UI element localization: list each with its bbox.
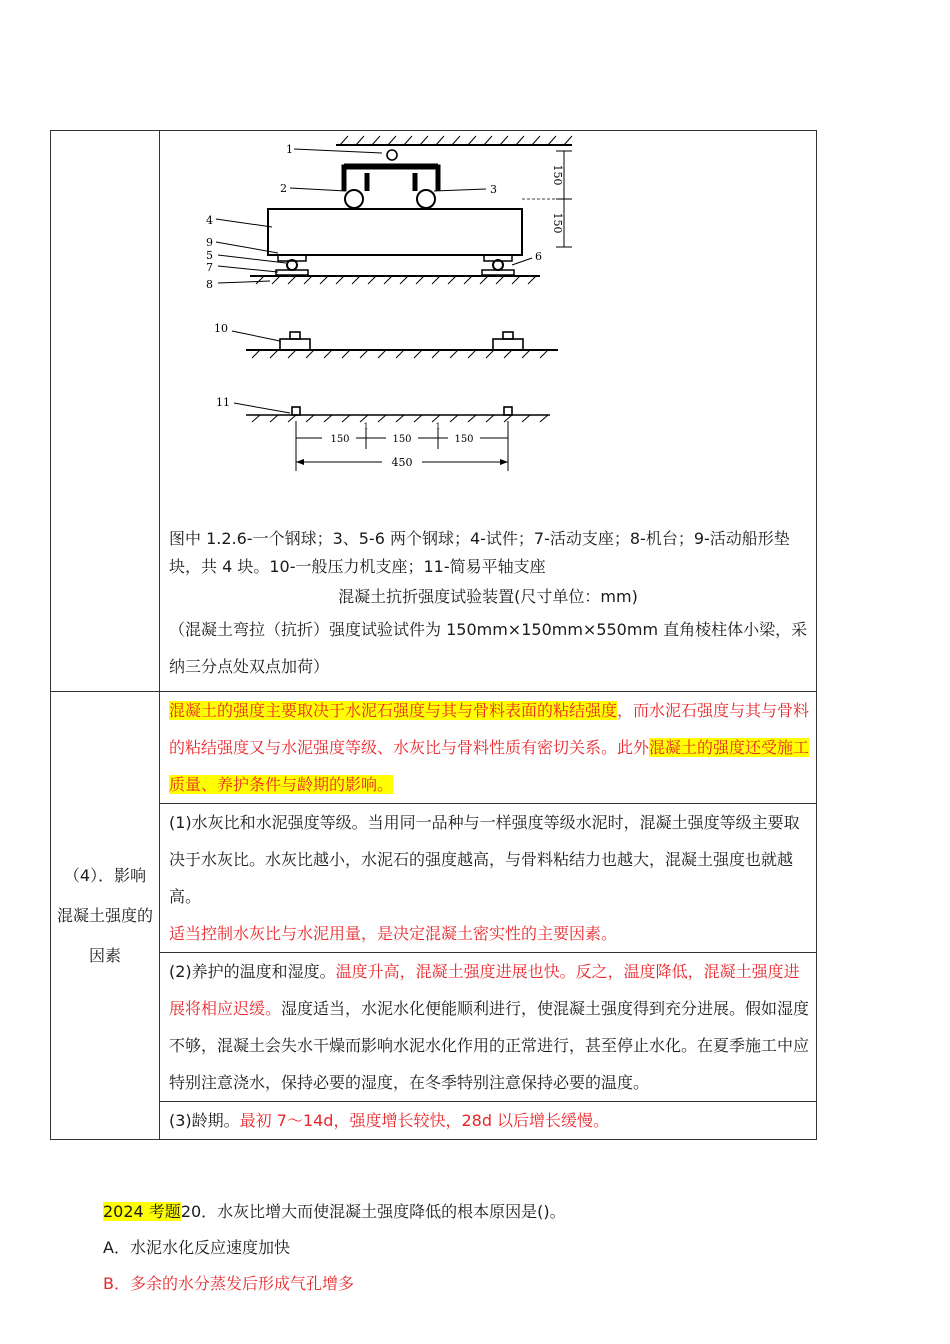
label-2: 2 xyxy=(280,182,287,195)
item-1-red: 适当控制水灰比与水泥用量，是决定混凝土密实性的主要因素。 xyxy=(169,924,618,943)
question-stem xyxy=(103,1199,566,1225)
content-table xyxy=(50,130,817,1140)
figure-cell xyxy=(160,131,817,692)
label-3: 3 xyxy=(490,183,497,196)
option-a: A．水泥水化反应速度加快 xyxy=(103,1238,290,1257)
flexural-test-diagram xyxy=(160,131,816,515)
dim-top-150: 150 xyxy=(551,164,564,186)
item-2-text: 湿度适当，水泥水化便能顺利进行，使混凝土强度得到充分进展。假如湿度不够，混凝土会失水干燥而影响水泥水化作用的正常进行，甚至停止水化。在夏季施工中应特别注意浇水，保持必要的湿度，在冬季特别注意保持必要的温度。 xyxy=(169,999,810,1092)
flexural-test-figure xyxy=(160,131,816,515)
item-1 xyxy=(160,803,816,952)
strength-factors-row xyxy=(51,692,817,1140)
item-3 xyxy=(160,1101,816,1139)
figure-note: （混凝土弯拉（抗折）强度试验试件为 150mm×150mm×550mm 直角棱柱体小梁，采纳三分点处双点加荷） xyxy=(169,620,808,676)
figure-title: 混凝土抗折强度试验装置(尺寸单位：mm) xyxy=(338,587,638,606)
item-3-red: 最初 7～14d，强度增长较快，28d 以后增长缓慢。 xyxy=(239,1111,610,1130)
intro-paragraph xyxy=(160,692,816,803)
item-2 xyxy=(160,952,816,1101)
label-11: 11 xyxy=(216,396,230,409)
section-label: （4）．影响混凝土强度的因素 xyxy=(57,865,154,965)
label-1: 1 xyxy=(286,143,293,156)
label-5: 5 xyxy=(206,249,213,262)
dim-total-450: 450 xyxy=(391,456,413,469)
figure-row-left-cell xyxy=(51,131,160,692)
section-content-cell xyxy=(160,692,817,1140)
label-9: 9 xyxy=(206,236,213,249)
question-tag: 2024 考题 xyxy=(103,1202,181,1221)
figure-legend: 图中 1.2.6-一个钢球；3、5-6 两个钢球；4-试件；7-活动支座；8-机台；9-活动船形垫块，共 4 块。10-一般压力机支座；11-简易平轴支座 xyxy=(169,529,790,576)
label-6: 6 xyxy=(535,250,542,263)
dim-tick-left: 1 xyxy=(363,422,369,431)
dim-span-c: 150 xyxy=(454,434,474,445)
dim-span-a: 150 xyxy=(330,434,350,445)
dim-bottom-150: 150 xyxy=(551,212,564,234)
item-2-red: 温度升高，混凝土强度进展也快。反之，温度降低，混凝土强度进展将相应迟缓。 xyxy=(169,962,800,1018)
intro-highlight-2: 混凝土的强度还受施工质量、养护条件与龄期的影响。 xyxy=(169,738,810,794)
intro-highlight-1: 混凝土的强度主要取决于水泥石强度与其与骨料表面的粘结强度 xyxy=(169,701,618,720)
label-10: 10 xyxy=(214,322,228,335)
item-2-title: (2)养护的温度和湿度。 xyxy=(169,962,336,981)
label-7: 7 xyxy=(206,261,213,274)
label-4: 4 xyxy=(206,214,213,227)
intro-middle: ，而水泥石强度与其与骨料的粘结强度又与水泥强度等级、水灰比与骨料性质有密切关系。此外 xyxy=(169,701,810,757)
figure-row xyxy=(51,131,817,692)
question-text: 20．水灰比增大而使混凝土强度降低的根本原因是()。 xyxy=(180,1202,566,1221)
item-1-text: (1)水灰比和水泥强度等级。当用同一品种与一样强度等级水泥时，混凝土强度等级主要取决于水灰比。水灰比越小，水泥石的强度越高，与骨料粘结力也越大，混凝土强度也就越高。 xyxy=(169,813,800,906)
label-8: 8 xyxy=(206,278,213,291)
option-b: B．多余的水分蒸发后形成气孔增多 xyxy=(103,1274,354,1293)
dim-span-b: 150 xyxy=(392,434,412,445)
dim-tick-right: 1 xyxy=(435,422,441,431)
section-label-cell xyxy=(51,692,160,1140)
item-3-title: (3)龄期。 xyxy=(169,1111,240,1130)
